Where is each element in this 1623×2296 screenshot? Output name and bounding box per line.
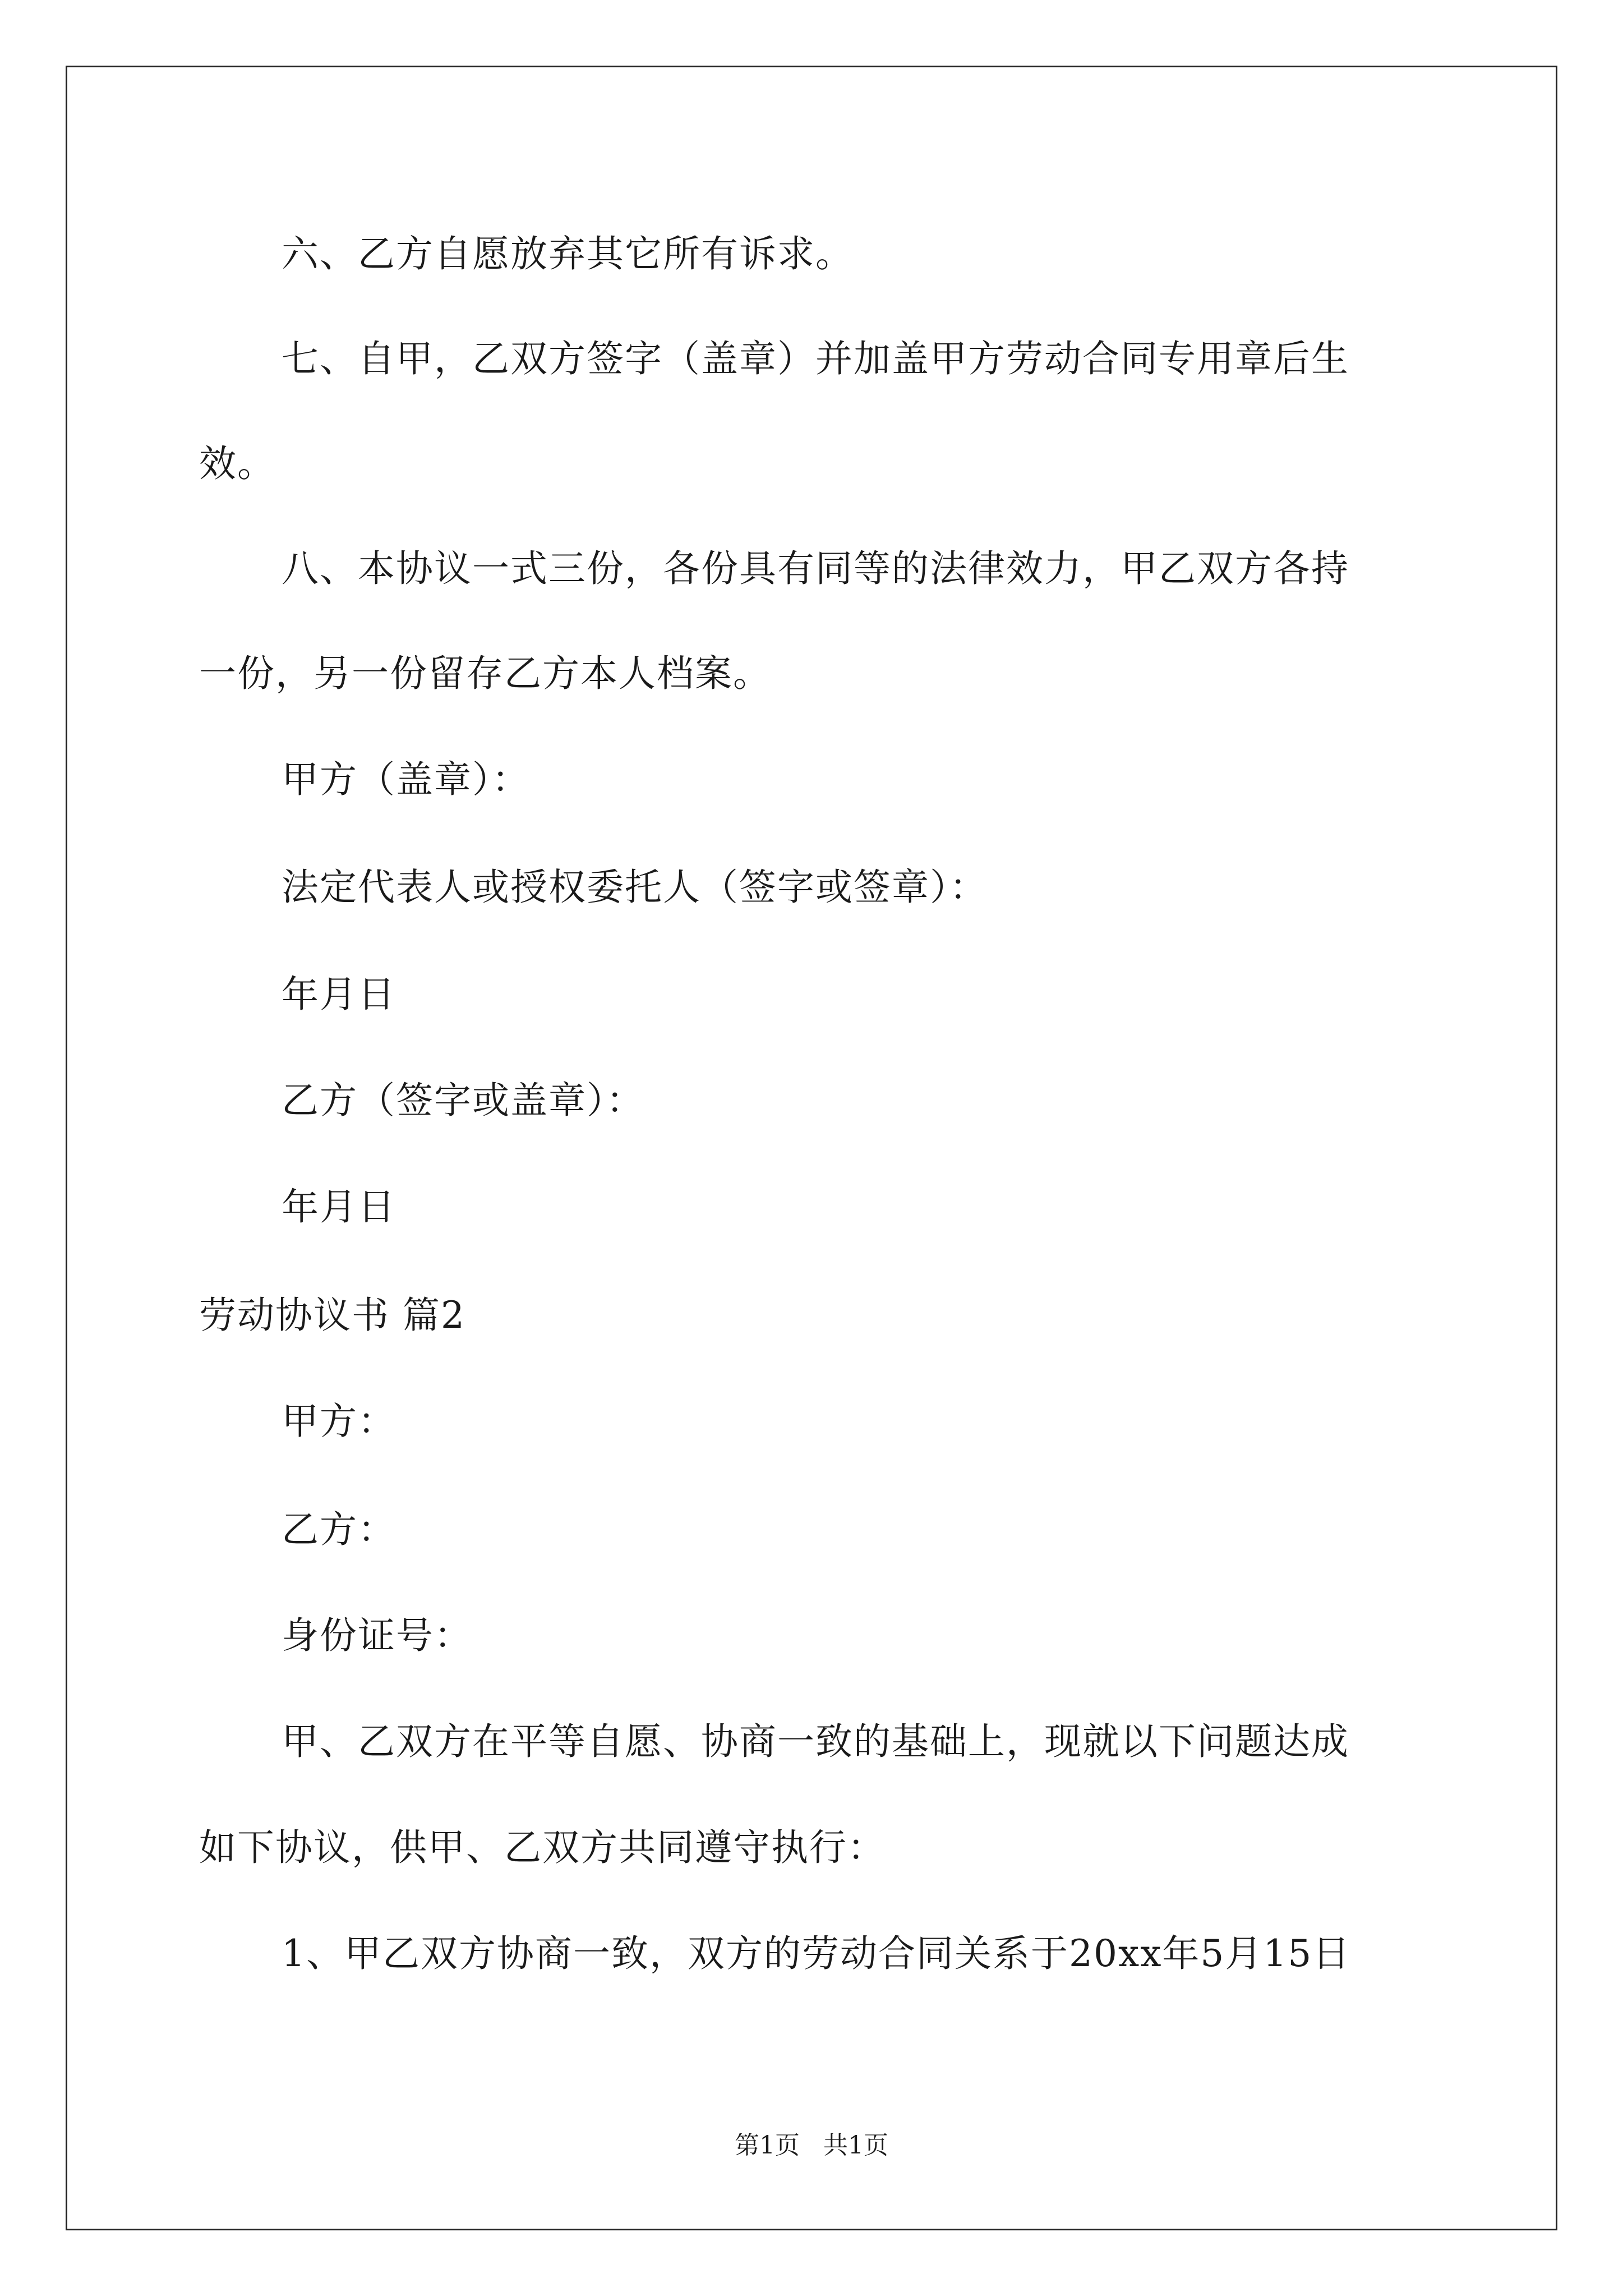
party-b-label: 乙方： bbox=[282, 1508, 396, 1551]
page-number: 第1页 bbox=[735, 2131, 800, 2160]
page-footer bbox=[0, 2130, 1623, 2161]
date-line-1: 年月日 bbox=[282, 973, 396, 1016]
page-total: 共1页 bbox=[823, 2131, 888, 2160]
clause-seven-line-2: 效。 bbox=[199, 442, 275, 485]
clause-eight-line-1: 八、本协议一式三份，各份具有同等的法律效力，甲乙双方各持 bbox=[282, 547, 1349, 590]
article-one-line-1: 1、甲乙双方协商一致，双方的劳动合同关系于20xx年5月15日 bbox=[282, 1932, 1351, 1975]
preamble-line-1: 甲、乙双方在平等自愿、协商一致的基础上，现就以下问题达成 bbox=[282, 1720, 1349, 1763]
clause-eight-line-2: 一份，另一份留存乙方本人档案。 bbox=[199, 652, 771, 695]
party-a-label: 甲方： bbox=[282, 1400, 396, 1443]
preamble-line-2: 如下协议，供甲、乙双方共同遵守执行： bbox=[199, 1826, 886, 1869]
party-a-seal-label: 甲方（盖章）： bbox=[282, 758, 530, 801]
section-heading: 劳动协议书 篇2 bbox=[199, 1294, 465, 1337]
date-line-2: 年月日 bbox=[282, 1185, 396, 1228]
clause-seven-line-1: 七、自甲，乙双方签字（盖章）并加盖甲方劳动合同专用章后生 bbox=[282, 337, 1349, 380]
legal-representative-label: 法定代表人或授权委托人（签字或签章）： bbox=[282, 866, 988, 909]
id-number-label: 身份证号： bbox=[282, 1614, 472, 1657]
clause-six: 六、乙方自愿放弃其它所有诉求。 bbox=[282, 232, 854, 275]
party-b-signature-label: 乙方（签字或盖章）： bbox=[282, 1079, 644, 1122]
page-border bbox=[66, 66, 1557, 2230]
